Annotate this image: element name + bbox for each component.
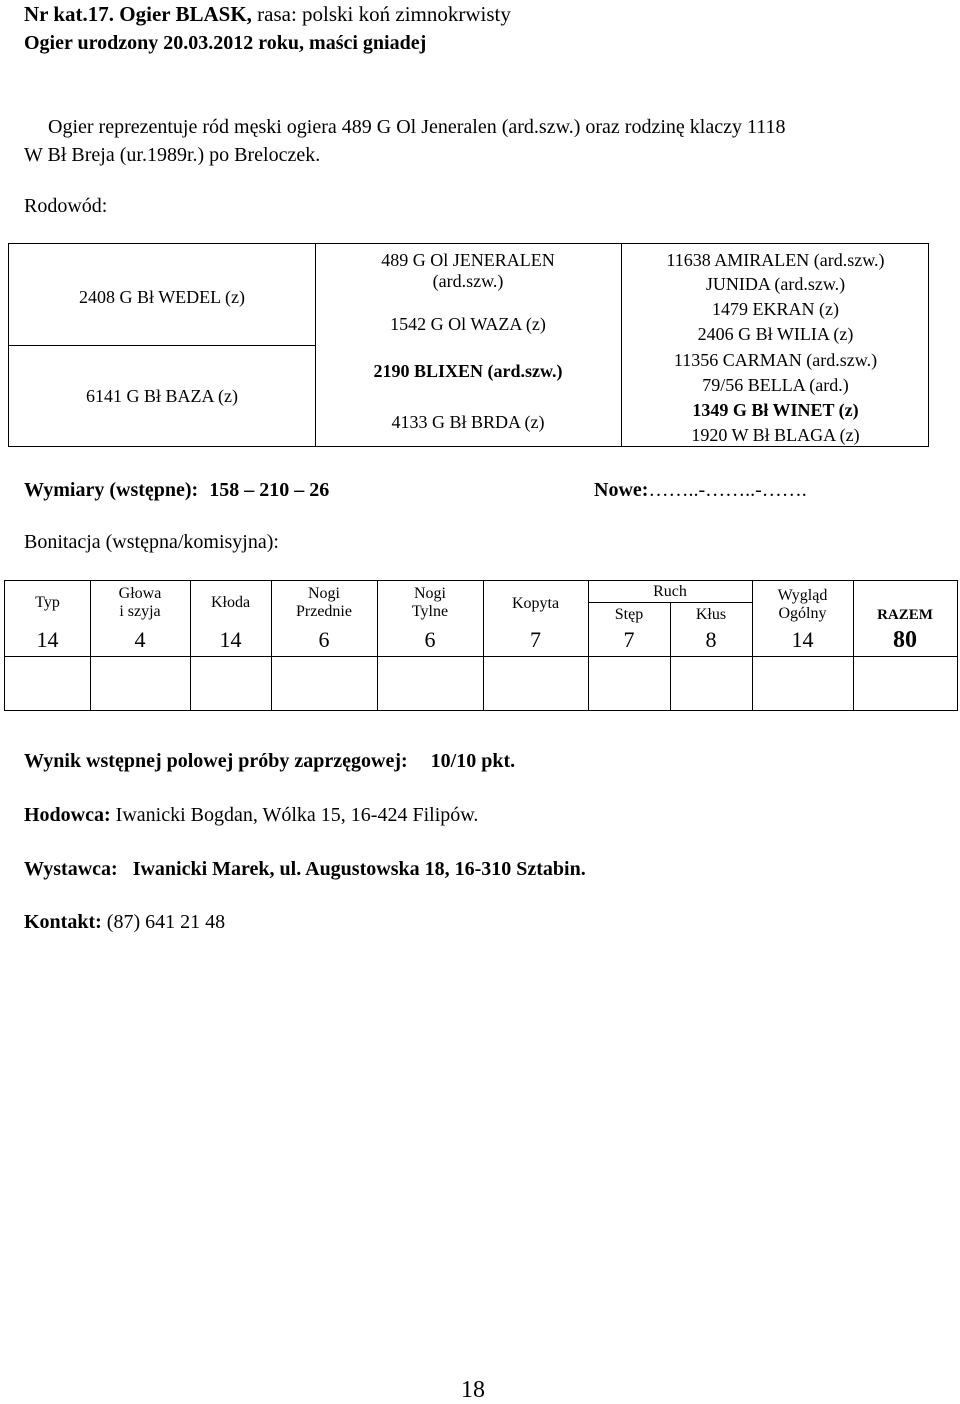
- pedigree-sire: 2408 G Bł WEDEL (z): [79, 287, 245, 307]
- measurements-label: Wymiary (wstępne):: [24, 479, 199, 501]
- score-nogi-przednie: 6: [318, 627, 330, 652]
- pedigree-great-grandparent: 1479 EKRAN (z): [712, 299, 839, 319]
- score-razem: 80: [893, 627, 917, 653]
- contact: [24, 910, 225, 934]
- pedigree-table: [8, 243, 929, 447]
- pedigree-great-grandparent: 2406 G Bł WILIA (z): [697, 324, 854, 344]
- contact-value: (87) 641 21 48: [101, 911, 226, 933]
- pedigree-maternal-granddam: 4133 G Bł BRDA (z): [391, 412, 545, 432]
- lineage-description-line2: W Bł Breja (ur.1989r.) po Breloczek.: [24, 144, 321, 166]
- breeder-label: Hodowca:: [24, 804, 111, 826]
- pedigree-great-grandparent: 1920 W Bł BLAGA (z): [691, 425, 860, 445]
- catalog-title-rest: rasa: polski koń zimnokrwisty: [251, 2, 511, 26]
- pedigree-paternal-granddam: 1542 G Ol WAZA (z): [390, 314, 546, 334]
- pedigree-great-grandparent: 1349 G Bł WINET (z): [692, 400, 859, 420]
- evaluation-label: Bonitacja (wstępna/komisyjna):: [24, 531, 279, 553]
- breeder-value: Iwanicki Bogdan, Wólka 15, 16-424 Filipów.: [110, 804, 479, 826]
- measurements-initial: [24, 478, 329, 502]
- catalog-title: [24, 2, 511, 26]
- exhibitor: [24, 857, 586, 881]
- score-typ: 14: [36, 627, 59, 652]
- page-number: 18: [461, 1377, 485, 1403]
- draft-test-result: [24, 749, 515, 773]
- lineage-description-line1: Ogier reprezentuje ród męski ogiera 489 G Ol Jeneralen (ard.szw.) oraz rodzinę klaczy 1118: [48, 116, 786, 138]
- birth-info: Ogier urodzony 20.03.2012 roku, maści gniadej: [24, 32, 427, 54]
- measurements-new-label: Nowe:: [594, 479, 649, 501]
- score-kloda: 14: [219, 627, 242, 652]
- contact-label: Kontakt:: [24, 911, 102, 933]
- pedigree-paternal-grandsire: 489 G Ol JENERALEN (ard.szw.): [381, 250, 555, 291]
- measurements-new: [594, 478, 807, 502]
- pedigree-great-grandparent: 11356 CARMAN (ard.szw.): [673, 350, 878, 370]
- pedigree-label: Rodowód:: [24, 195, 108, 217]
- score-glowa: 4: [134, 627, 146, 652]
- breeder: [24, 803, 478, 827]
- header-klus: Kłus: [695, 606, 727, 623]
- measurements-values: 158 – 210 – 26: [209, 479, 330, 501]
- header-razem: RAZEM: [877, 607, 933, 623]
- pedigree-great-grandparent: 79/56 BELLA (ard.): [702, 375, 849, 395]
- header-glowa: Głowa i szyja: [118, 585, 162, 620]
- header-nogi-tylne: Nogi Tylne: [411, 585, 449, 620]
- draft-test-label: Wynik wstępnej polowej próby zaprzęgowej:: [24, 750, 408, 772]
- score-table: [4, 580, 958, 711]
- score-nogi-tylne: 6: [424, 627, 436, 652]
- score-kopyta: 7: [530, 627, 541, 652]
- header-ruch: Ruch: [653, 583, 687, 600]
- header-nogi-przednie: Nogi Przednie: [296, 585, 352, 620]
- pedigree-great-grandparent: JUNIDA (ard.szw.): [705, 274, 846, 294]
- draft-test-value: 10/10 pkt.: [430, 750, 516, 772]
- score-wyglad: 14: [791, 627, 814, 652]
- pedigree-great-grandparent: 11638 AMIRALEN (ard.szw.): [666, 250, 885, 270]
- score-step: 7: [623, 627, 635, 652]
- score-klus: 8: [705, 627, 717, 652]
- pedigree-maternal-grandsire: 2190 BLIXEN (ard.szw.): [373, 361, 563, 381]
- catalog-title-bold: Nr kat.17. Ogier BLASK,: [24, 2, 252, 26]
- measurements-new-values: ……..-……..-…….: [648, 479, 807, 501]
- exhibitor-value: Iwanicki Marek, ul. Augustowska 18, 16-310 Sztabin.: [132, 858, 586, 880]
- exhibitor-label: Wystawca:: [24, 858, 118, 880]
- header-typ: Typ: [35, 594, 60, 611]
- header-wyglad: Wygląd Ogólny: [777, 587, 828, 622]
- header-step: Stęp: [614, 606, 644, 623]
- header-kloda: Kłoda: [210, 594, 251, 611]
- pedigree-dam: 6141 G Bł BAZA (z): [86, 386, 238, 406]
- header-kopyta: Kopyta: [511, 595, 560, 612]
